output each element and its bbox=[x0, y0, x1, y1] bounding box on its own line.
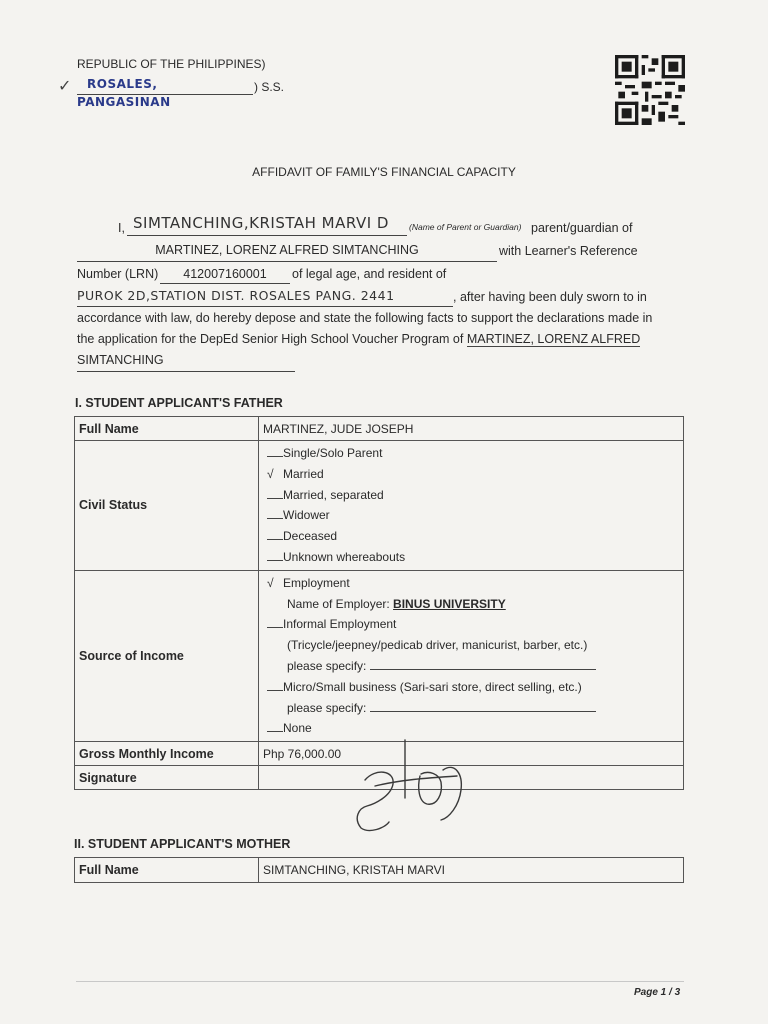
gross-income-label: Gross Monthly Income bbox=[75, 742, 259, 766]
document-title: AFFIDAVIT OF FAMILY'S FINANCIAL CAPACITY bbox=[252, 165, 516, 179]
student-name-field: MARTINEZ, LORENZ ALFRED SIMTANCHING bbox=[77, 240, 497, 262]
father-income-row bbox=[75, 570, 684, 741]
civil-option-widower: Widower bbox=[263, 505, 679, 526]
name-note: (Name of Parent or Guardian) bbox=[409, 222, 522, 232]
voucher-name-1: MARTINEZ, LORENZ ALFRED bbox=[466, 332, 641, 346]
source-of-income-options bbox=[259, 570, 684, 741]
option-blank bbox=[267, 719, 283, 732]
father-full-name-row bbox=[75, 417, 684, 441]
option-blank bbox=[267, 678, 283, 691]
option-blank bbox=[267, 506, 283, 519]
footer-divider bbox=[76, 981, 684, 982]
accordance-text: accordance with law, do hereby depose and state the following facts to support the declarations made in bbox=[77, 311, 653, 325]
mother-full-name-label: Full Name bbox=[75, 858, 259, 883]
option-blank bbox=[267, 548, 283, 561]
mother-section-title: II. STUDENT APPLICANT'S MOTHER bbox=[74, 837, 291, 851]
mother-full-name-row bbox=[75, 858, 684, 883]
republic-line: REPUBLIC OF THE PHILIPPINES) bbox=[77, 57, 266, 71]
father-full-name-value: MARTINEZ, JUDE JOSEPH bbox=[259, 417, 684, 441]
voucher-name-2: SIMTANCHING bbox=[77, 350, 295, 372]
father-signature-icon bbox=[345, 738, 475, 838]
specify-fill-line bbox=[370, 699, 596, 712]
after-sworn-text: , after having been duly sworn to in bbox=[453, 290, 647, 304]
address-line bbox=[77, 287, 453, 307]
check-mark-icon: √ bbox=[267, 575, 274, 590]
employer-name: BINUS UNIVERSITY bbox=[393, 596, 506, 611]
civil-option-unknown: Unknown whereabouts bbox=[263, 547, 679, 568]
address-handwritten: PUROK 2D,STATION DIST. ROSALES PANG. 2441 bbox=[77, 288, 395, 303]
i-prefix: I, bbox=[118, 221, 125, 235]
qr-code-icon bbox=[615, 55, 685, 125]
civil-option-married: √ Married bbox=[263, 464, 679, 485]
option-blank bbox=[267, 444, 283, 457]
specify-fill-line bbox=[370, 657, 596, 670]
signature-label: Signature bbox=[75, 766, 259, 790]
guardian-name-handwritten: SIMTANCHING,KRISTAH MARVI D bbox=[133, 214, 389, 232]
civil-option-deceased: Deceased bbox=[263, 526, 679, 547]
guardian-name-line bbox=[127, 214, 407, 236]
income-micro: Micro/Small business (Sari-sari store, direct selling, etc.) bbox=[263, 677, 679, 698]
check-mark-icon: ✓ bbox=[58, 78, 72, 95]
father-full-name-label: Full Name bbox=[75, 417, 259, 441]
number-lrn-label: Number (LRN) bbox=[77, 267, 159, 281]
application-text bbox=[77, 329, 640, 350]
civil-option-separated: Married, separated bbox=[263, 485, 679, 506]
option-blank bbox=[267, 486, 283, 499]
civil-status-options bbox=[259, 441, 684, 571]
lrn-field: 412007160001 bbox=[160, 264, 290, 284]
page-number: Page 1 / 3 bbox=[634, 987, 681, 998]
with-lrn-text: with Learner's Reference bbox=[499, 244, 638, 258]
income-informal-examples: (Tricycle/jeepney/pedicab driver, manicurist, barber, etc.) bbox=[287, 638, 588, 653]
check-mark-icon: √ bbox=[267, 466, 274, 481]
legal-age-text: of legal age, and resident of bbox=[292, 267, 447, 281]
mother-table bbox=[74, 857, 684, 883]
ss-label: ) S.S. bbox=[254, 80, 285, 94]
income-employment: √ Employment bbox=[263, 573, 679, 594]
mother-full-name-value: SIMTANCHING, KRISTAH MARVI bbox=[259, 858, 684, 883]
parent-guardian-of-text: parent/guardian of bbox=[531, 221, 633, 235]
income-none: None bbox=[263, 718, 679, 739]
option-blank bbox=[267, 527, 283, 540]
income-specify-2: please specify: bbox=[263, 698, 679, 719]
civil-option-single: Single/Solo Parent bbox=[263, 443, 679, 464]
civil-status-label: Civil Status bbox=[75, 441, 259, 571]
income-specify-1: please specify: bbox=[263, 656, 679, 677]
father-table bbox=[74, 416, 684, 790]
father-civil-status-row bbox=[75, 441, 684, 571]
source-of-income-label: Source of Income bbox=[75, 570, 259, 741]
municipality-line bbox=[77, 75, 253, 109]
option-blank bbox=[267, 615, 283, 628]
father-section-title: I. STUDENT APPLICANT'S FATHER bbox=[75, 396, 283, 410]
municipality-handwritten: ROSALES, PANGASINAN bbox=[77, 77, 171, 109]
gross-income-value: Php 76,000.00 bbox=[259, 742, 684, 766]
income-employer: Name of Employer: BINUS UNIVERSITY bbox=[287, 596, 506, 611]
application-prefix: the application for the DepEd Senior High School Voucher Program of bbox=[77, 332, 464, 346]
income-informal: Informal Employment bbox=[263, 614, 679, 635]
